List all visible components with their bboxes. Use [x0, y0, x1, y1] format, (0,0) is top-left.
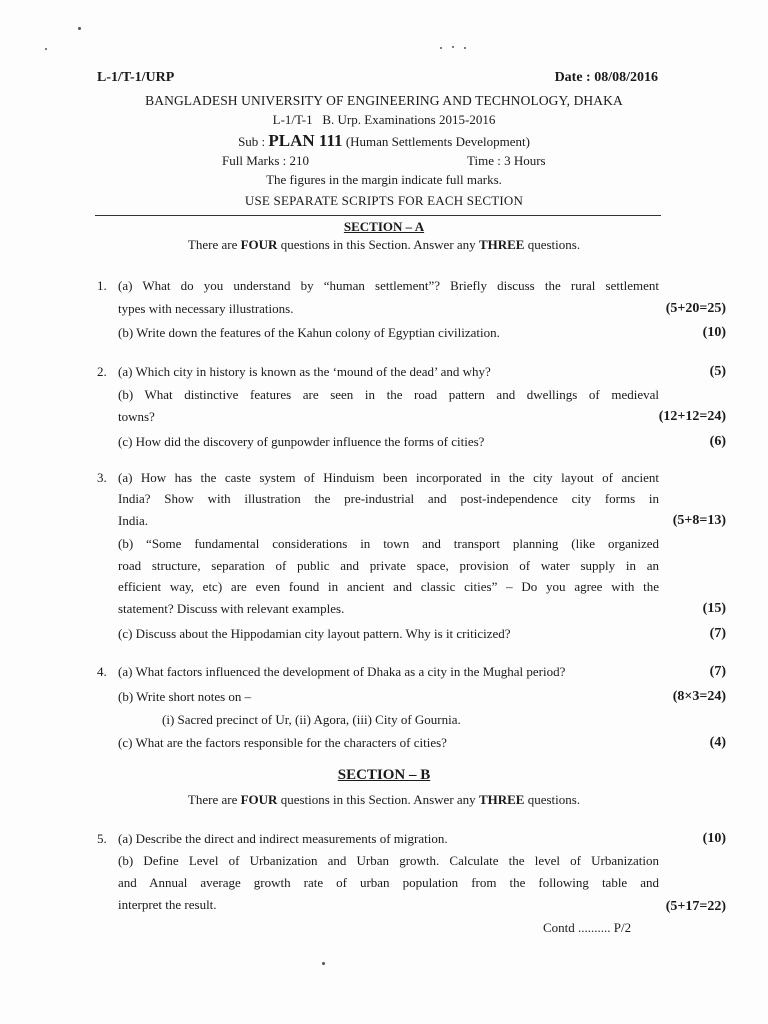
question-marks: (15) [702, 601, 726, 616]
question-marks: (6) [709, 434, 726, 449]
question-marks: (7) [709, 626, 726, 641]
question-marks: (5) [709, 364, 726, 379]
scripts-note: USE SEPARATE SCRIPTS FOR EACH SECTION [244, 193, 524, 208]
question-text: (b) Write down the features of the Kahun colony of Egyptian civilization. [118, 325, 500, 340]
question-text: (i) Sacred precinct of Ur, (ii) Agora, (iii) City of Gournia. [162, 712, 461, 727]
scan-speck [452, 46, 454, 48]
question-text: (a) What do you understand by “human settlement”? Briefly discuss the rural settlement [118, 278, 659, 293]
question-text: towns? [118, 409, 155, 424]
question-number: 2. [97, 364, 107, 379]
question-text: types with necessary illustrations. [118, 301, 294, 316]
margin-note: The figures in the margin indicate full marks. [266, 172, 502, 187]
question-text: (a) Describe the direct and indirect measurements of migration. [118, 831, 448, 846]
answer-count: THREE [478, 792, 525, 807]
scan-speck [45, 48, 47, 50]
question-marks: (4) [709, 735, 726, 750]
section-b-title: SECTION – B [337, 767, 431, 783]
question-text: road structure, separation of public and private space, provision of water supply in an [118, 558, 659, 573]
question-marks: (10) [702, 831, 726, 846]
exam-title: L-1/T-1 B. Urp. Examinations 2015-2016 [272, 112, 496, 127]
scan-speck [322, 962, 325, 965]
question-text: (c) Discuss about the Hippodamian city layout pattern. Why is it criticized? [118, 626, 511, 641]
section-a-instructions [0, 237, 768, 253]
question-text: (c) What are the factors responsible for the characters of cities? [118, 735, 447, 750]
question-text: statement? Discuss with relevant examples. [118, 601, 345, 616]
header-divider [95, 215, 661, 216]
question-text: (b) Define Level of Urbanization and Urban growth. Calculate the level of Urbanization [118, 853, 659, 868]
question-marks: (8×3=24) [672, 689, 726, 704]
subject-line [0, 131, 768, 151]
question-text: India. [118, 513, 148, 528]
question-marks: (5+17=22) [665, 899, 726, 914]
question-text: (b) “Some fundamental considerations in town and transport planning (like organized [118, 536, 659, 551]
exam-time: Time : 3 Hours [467, 153, 546, 168]
question-marks: (5+20=25) [665, 301, 726, 316]
full-marks: Full Marks : 210 [222, 153, 310, 168]
course-title: (Human Settlements Development) [342, 134, 530, 149]
question-text: (b) Write short notes on – [118, 689, 252, 704]
scan-speck [440, 47, 442, 49]
question-marks: (5+8=13) [672, 513, 726, 528]
question-marks: (10) [702, 325, 726, 340]
note-text: questions in this Section. Answer any [277, 237, 479, 252]
section-a-title: SECTION – A [343, 219, 425, 234]
note-text: There are [187, 792, 241, 807]
question-text: (a) How has the caste system of Hinduism been incorporated in the city layout of ancient [118, 470, 659, 485]
question-text: (a) What factors influenced the development of Dhaka as a city in the Mughal period? [118, 664, 566, 679]
exam-code: L-1/T-1/URP [97, 70, 175, 85]
question-number: 4. [97, 664, 107, 679]
question-count: FOUR [240, 792, 278, 807]
question-number: 3. [97, 470, 107, 485]
question-text: (b) What distinctive features are seen in the road pattern and dwellings of medieval [118, 387, 659, 402]
question-text: (c) How did the discovery of gunpowder influence the forms of cities? [118, 434, 485, 449]
section-b-instructions [0, 792, 768, 808]
exam-date: Date : 08/08/2016 [554, 70, 658, 85]
answer-count: THREE [478, 237, 525, 252]
note-text: questions. [524, 237, 581, 252]
question-number: 5. [97, 831, 107, 846]
subject-prefix: Sub : [238, 134, 269, 149]
course-code: PLAN 111 [268, 131, 343, 150]
scan-speck [464, 47, 466, 49]
note-text: questions in this Section. Answer any [277, 792, 479, 807]
question-text: and Annual average growth rate of urban population from the following table and [118, 875, 659, 890]
question-text: interpret the result. [118, 897, 217, 912]
note-text: questions. [524, 792, 581, 807]
question-marks: (7) [709, 664, 726, 679]
question-text: efficient way, etc) are even found in ancient and classic cities” – Do you agree with the [118, 579, 659, 594]
question-count: FOUR [240, 237, 278, 252]
question-number: 1. [97, 278, 107, 293]
university-name: BANGLADESH UNIVERSITY OF ENGINEERING AND TECHNOLOGY, DHAKA [145, 93, 623, 108]
question-text: (a) Which city in history is known as the ‘mound of the dead’ and why? [118, 364, 491, 379]
continued-note: Contd .......... P/2 [543, 920, 632, 935]
question-text: India? Show with illustration the pre-industrial and post-independence city forms in [118, 491, 659, 506]
question-marks: (12+12=24) [658, 409, 726, 424]
note-text: There are [187, 237, 241, 252]
scan-speck [78, 27, 81, 30]
